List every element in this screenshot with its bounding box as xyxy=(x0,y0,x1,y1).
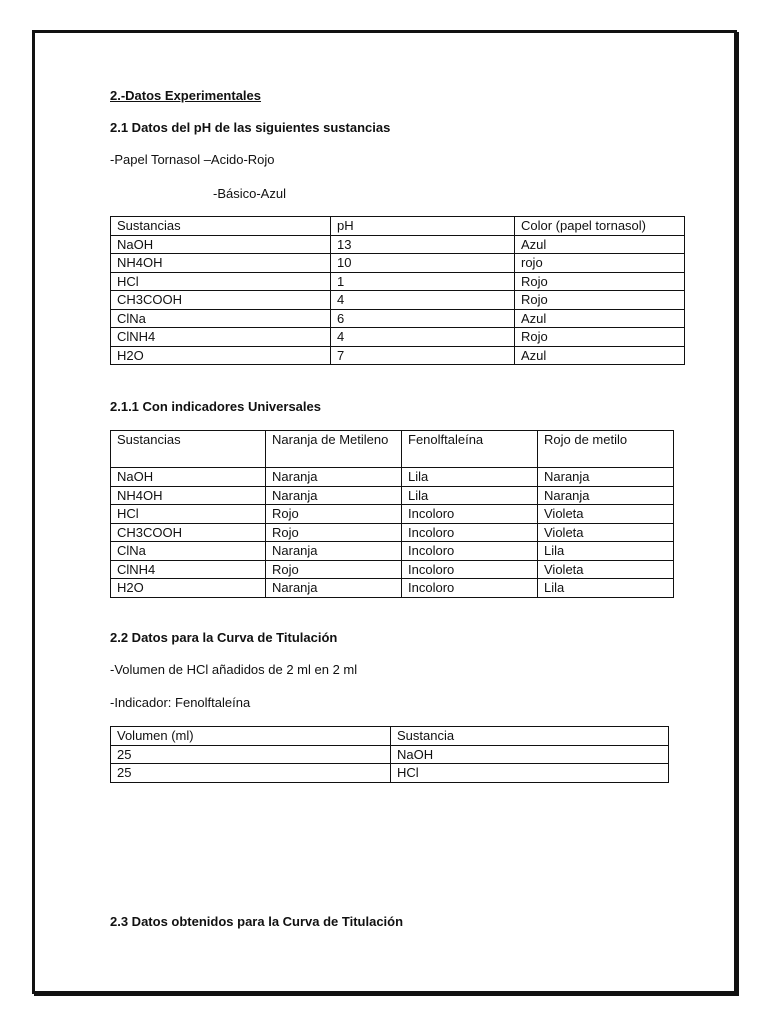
titration-table xyxy=(110,726,669,783)
table-row xyxy=(111,764,669,783)
table-cell: NaOH xyxy=(391,745,669,764)
table-cell: HCl xyxy=(111,505,266,524)
table-cell: CH3COOH xyxy=(111,291,331,310)
table-cell: Naranja xyxy=(538,486,674,505)
universal-indicators-table xyxy=(110,430,674,598)
table-cell: 25 xyxy=(111,745,391,764)
table-row xyxy=(111,523,674,542)
table-row xyxy=(111,486,674,505)
ph-header-color: Color (papel tornasol) xyxy=(515,217,685,236)
litmus-note-acid: -Papel Tornasol –Acido-Rojo xyxy=(110,152,275,167)
table-cell: 4 xyxy=(331,328,515,347)
table-cell: Azul xyxy=(515,235,685,254)
table-cell: Incoloro xyxy=(402,523,538,542)
table-cell: Lila xyxy=(402,468,538,487)
table-cell: HCl xyxy=(391,764,669,783)
table-cell: Naranja xyxy=(538,468,674,487)
table-cell: Rojo xyxy=(266,523,402,542)
table-row xyxy=(111,468,674,487)
table-row xyxy=(111,309,685,328)
table-cell: Lila xyxy=(402,486,538,505)
table-cell: rojo xyxy=(515,254,685,273)
table-cell: Lila xyxy=(538,542,674,561)
table-cell: Naranja xyxy=(266,486,402,505)
table-cell: CH3COOH xyxy=(111,523,266,542)
universal-header-substance: Sustancias xyxy=(111,431,266,468)
table-cell: Naranja xyxy=(266,468,402,487)
table-cell: 25 xyxy=(111,764,391,783)
table-row xyxy=(111,346,685,365)
table-cell: NaOH xyxy=(111,468,266,487)
universal-header-methyl-red: Rojo de metilo xyxy=(538,431,674,468)
table-row xyxy=(111,745,669,764)
table-cell: Incoloro xyxy=(402,579,538,598)
table-row xyxy=(111,291,685,310)
table-cell: Violeta xyxy=(538,505,674,524)
table-cell: HCl xyxy=(111,272,331,291)
table-cell: ClNH4 xyxy=(111,328,331,347)
table-row xyxy=(111,579,674,598)
section-title: 2.-Datos Experimentales xyxy=(110,88,262,103)
table-cell: Rojo xyxy=(266,560,402,579)
table-header-row xyxy=(111,727,669,746)
table-cell: Incoloro xyxy=(402,542,538,561)
table-cell: Lila xyxy=(538,579,674,598)
table-cell: 1 xyxy=(331,272,515,291)
table-header-row xyxy=(111,431,674,468)
table-row xyxy=(111,235,685,254)
table-cell: H2O xyxy=(111,579,266,598)
obtained-section-title: 2.3 Datos obtenidos para la Curva de Titulación xyxy=(110,914,404,929)
table-cell: Azul xyxy=(515,346,685,365)
table-cell: Naranja xyxy=(266,542,402,561)
table-cell: Rojo xyxy=(515,272,685,291)
universal-header-phenolphthalein: Fenolftaleína xyxy=(402,431,538,468)
table-row xyxy=(111,272,685,291)
table-cell: 13 xyxy=(331,235,515,254)
table-cell: ClNa xyxy=(111,309,331,328)
table-row xyxy=(111,542,674,561)
titration-note-indicator: -Indicador: Fenolftaleína xyxy=(110,695,251,710)
titration-note-volume: -Volumen de HCl añadidos de 2 ml en 2 ml xyxy=(110,662,358,677)
table-row xyxy=(111,560,674,579)
table-cell: Rojo xyxy=(266,505,402,524)
table-cell: 10 xyxy=(331,254,515,273)
titration-section-title: 2.2 Datos para la Curva de Titulación xyxy=(110,630,338,645)
table-cell: Violeta xyxy=(538,560,674,579)
table-row xyxy=(111,328,685,347)
ph-header-substance: Sustancias xyxy=(111,217,331,236)
table-cell: 6 xyxy=(331,309,515,328)
litmus-note-base: -Básico-Azul xyxy=(213,186,286,201)
table-cell: Azul xyxy=(515,309,685,328)
table-cell: 7 xyxy=(331,346,515,365)
titration-header-substance: Sustancia xyxy=(391,727,669,746)
table-cell: Rojo xyxy=(515,291,685,310)
table-cell: Incoloro xyxy=(402,560,538,579)
table-cell: NaOH xyxy=(111,235,331,254)
ph-section-title: 2.1 Datos del pH de las siguientes sustancias xyxy=(110,120,391,135)
table-cell: Naranja xyxy=(266,579,402,598)
titration-header-volume: Volumen (ml) xyxy=(111,727,391,746)
table-cell: ClNH4 xyxy=(111,560,266,579)
table-cell: H2O xyxy=(111,346,331,365)
table-header-row xyxy=(111,217,685,236)
table-cell: NH4OH xyxy=(111,486,266,505)
universal-section-title: 2.1.1 Con indicadores Universales xyxy=(110,399,321,414)
table-cell: ClNa xyxy=(111,542,266,561)
table-cell: NH4OH xyxy=(111,254,331,273)
ph-table xyxy=(110,216,685,365)
ph-header-ph: pH xyxy=(331,217,515,236)
table-row xyxy=(111,254,685,273)
table-cell: Incoloro xyxy=(402,505,538,524)
table-cell: Violeta xyxy=(538,523,674,542)
table-row xyxy=(111,505,674,524)
universal-header-methyl-orange: Naranja de Metileno xyxy=(266,431,402,468)
table-cell: 4 xyxy=(331,291,515,310)
table-cell: Rojo xyxy=(515,328,685,347)
